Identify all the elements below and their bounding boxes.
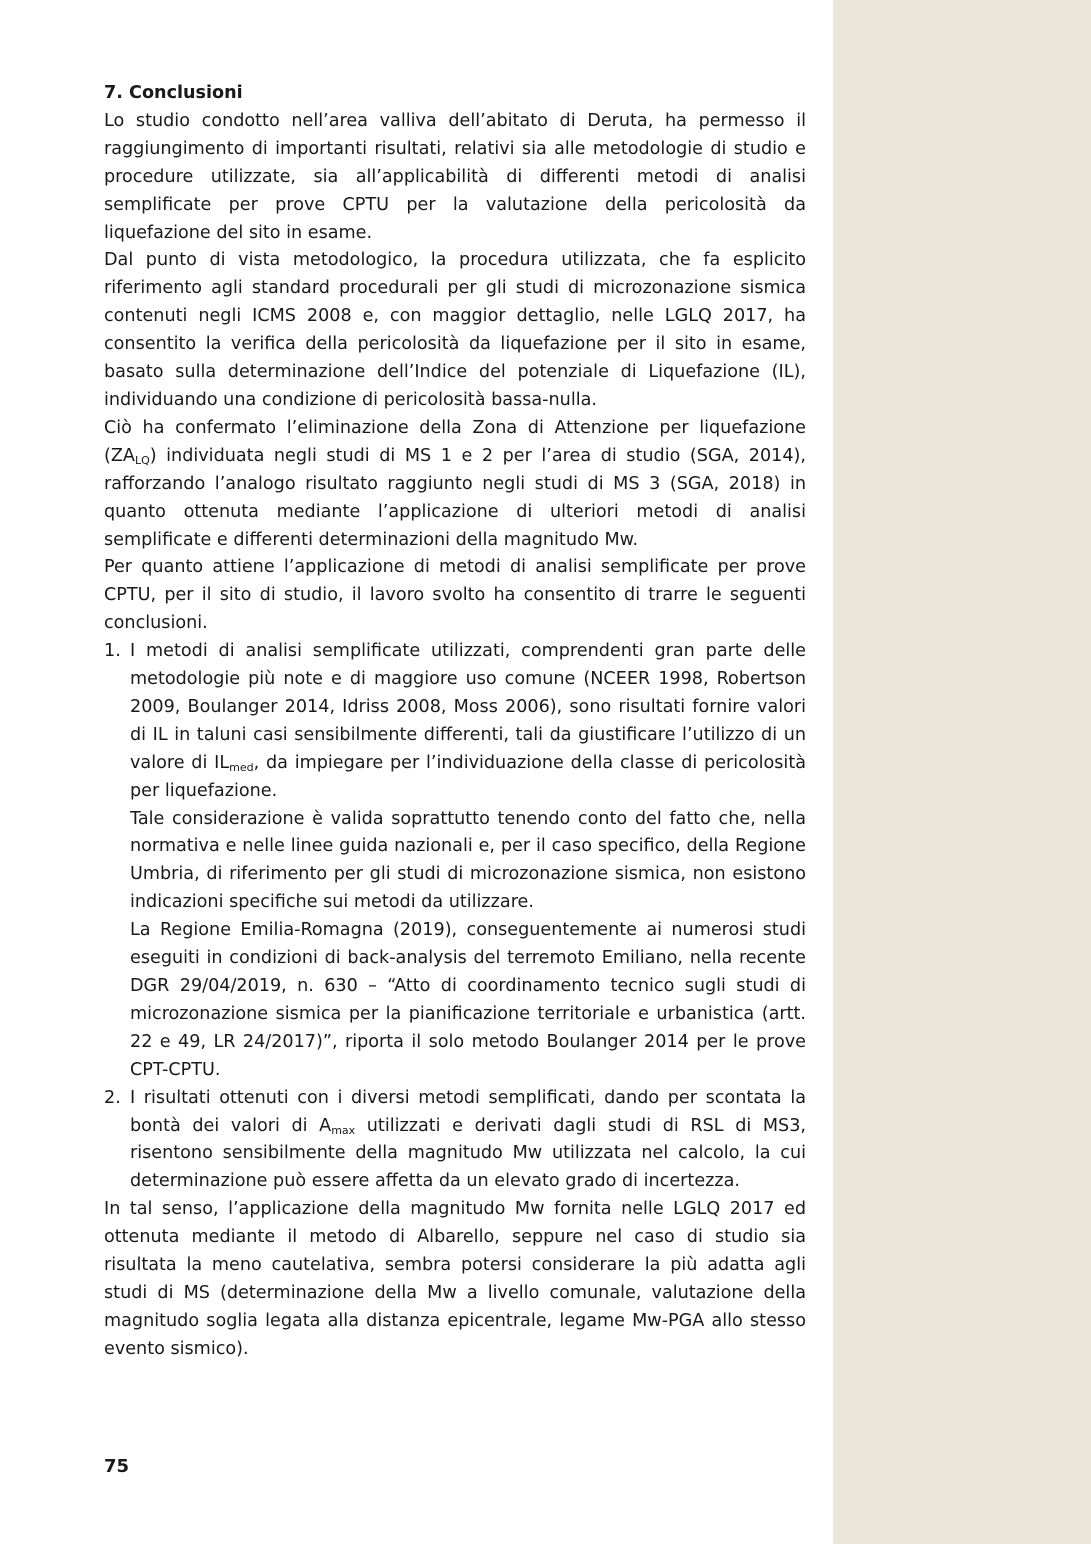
list-number: 1. — [104, 641, 121, 662]
text-run: utilizzati e derivati dagli studi di RSL di MS3, risentono sensibilmente della magnitudo Mw utilizzata nel calcolo, la cui determinazione può essere affetta da un elevato grado di incertezza. — [130, 1115, 807, 1192]
subscript: LQ — [134, 453, 150, 467]
paragraph-cptu: Per quanto attiene l’applicazione di metodi di analisi semplificate per prove CPTU, per il sito di studio, il lavoro svolto ha consentito di trarre le seguenti conclusioni. — [104, 557, 806, 634]
text-run: ) individuata negli studi di MS 1 e 2 per l’area di studio (SGA, 2014), rafforzando l’analogo risultato raggiunto negli studi di MS 3 (SGA, 2018) in quanto ottenuta mediante l’applicazione di ulteriori metodi di analisi semplificate e differenti determinazioni della magnitudo Mw. — [104, 445, 806, 550]
paragraph-closing: In tal senso, l’applicazione della magnitudo Mw fornita nelle LGLQ 2017 ed ottenuta mediante il metodo di Albarello, seppure nel caso di studio sia risultata la meno cautelativa, sembra potersi considerare la più adatta agli studi di MS (determinazione della Mw a livello comunale, valutazione della magnitudo soglia legata alla distanza epicentrale, legame Mw-PGA allo stesso evento sismico). — [104, 1199, 806, 1359]
text-run: I risultati ottenuti con i diversi metodi semplificati, dando per scontata la bontà dei valori di A — [130, 1087, 806, 1136]
paragraph-methodology: Dal punto di vista metodologico, la procedura utilizzata, che fa esplicito riferimento agli standard procedurali per gli studi di microzonazione sismica contenuti negli ICMS 2008 e, con maggior dettaglio, nelle LGLQ 2017, ha consentito la verifica della pericolosità da liquefazione per il sito in esame, basato sulla determinazione dell’Indice del potenziale di Liquefazione (IL), individuando una condizione di pericolosità bassa-nulla. — [104, 250, 806, 410]
list-item — [104, 638, 806, 1085]
conclusions-list — [104, 638, 806, 1196]
list-item-paragraph: La Regione Emilia-Romagna (2019), conseguentemente ai numerosi studi eseguiti in condizioni di back-analysis del terremoto Emiliano, nella recente DGR 29/04/2019, n. 630 – “Atto di coordinamento tecnico sugli studi di microzonazione sismica per la pianificazione territoriale e urbanistica (artt. 22 e 49, LR 24/2017)”, riporta il solo metodo Boulanger 2014 per le prove CPT-CPTU. — [130, 920, 806, 1080]
side-margin-band — [833, 0, 1091, 1544]
list-number: 2. — [104, 1087, 121, 1108]
subscript: med — [229, 760, 254, 774]
paragraph-intro: Lo studio condotto nell’area valliva dell’abitato di Deruta, ha permesso il raggiungimento di importanti risultati, relativi sia alle metodologie di studio e procedure utilizzate, sia all’applicabilità di differenti metodi di analisi semplificate per prove CPTU per la valutazione della pericolosità da liquefazione del sito in esame. — [104, 110, 806, 243]
section-heading: 7. Conclusioni — [104, 83, 243, 103]
list-item-paragraph — [130, 1085, 806, 1197]
document-body — [104, 80, 806, 1364]
list-item — [104, 1085, 806, 1197]
text-run: Ciò ha confermato l’eliminazione della Zona di Attenzione per liquefazione (ZA — [104, 417, 806, 466]
list-item-paragraph — [130, 638, 806, 805]
subscript: max — [331, 1123, 356, 1137]
page-number: 75 — [104, 1456, 130, 1477]
list-item-paragraph: Tale considerazione è valida soprattutto tenendo conto del fatto che, nella normativa e nelle linee guida nazionali e, per il caso specifico, della Regione Umbria, di riferimento per gli studi di microzonazione sismica, non esistono indicazioni specifiche sui metodi da utilizzare. — [130, 808, 806, 913]
paragraph-confirmation — [104, 415, 806, 555]
text-run: I metodi di analisi semplificate utilizzati, comprendenti gran parte delle metodologie più note e di maggiore uso comune (NCEER 1998, Robertson 2009, Boulanger 2014, Idriss 2008, Moss 2006), sono risultati fornire valori di IL in taluni casi sensibilmente differenti, tali da giustificare l’utilizzo di un valore di IL — [130, 641, 806, 773]
text-run: , da impiegare per l’individuazione della classe di pericolosità per liquefazione. — [130, 752, 806, 801]
